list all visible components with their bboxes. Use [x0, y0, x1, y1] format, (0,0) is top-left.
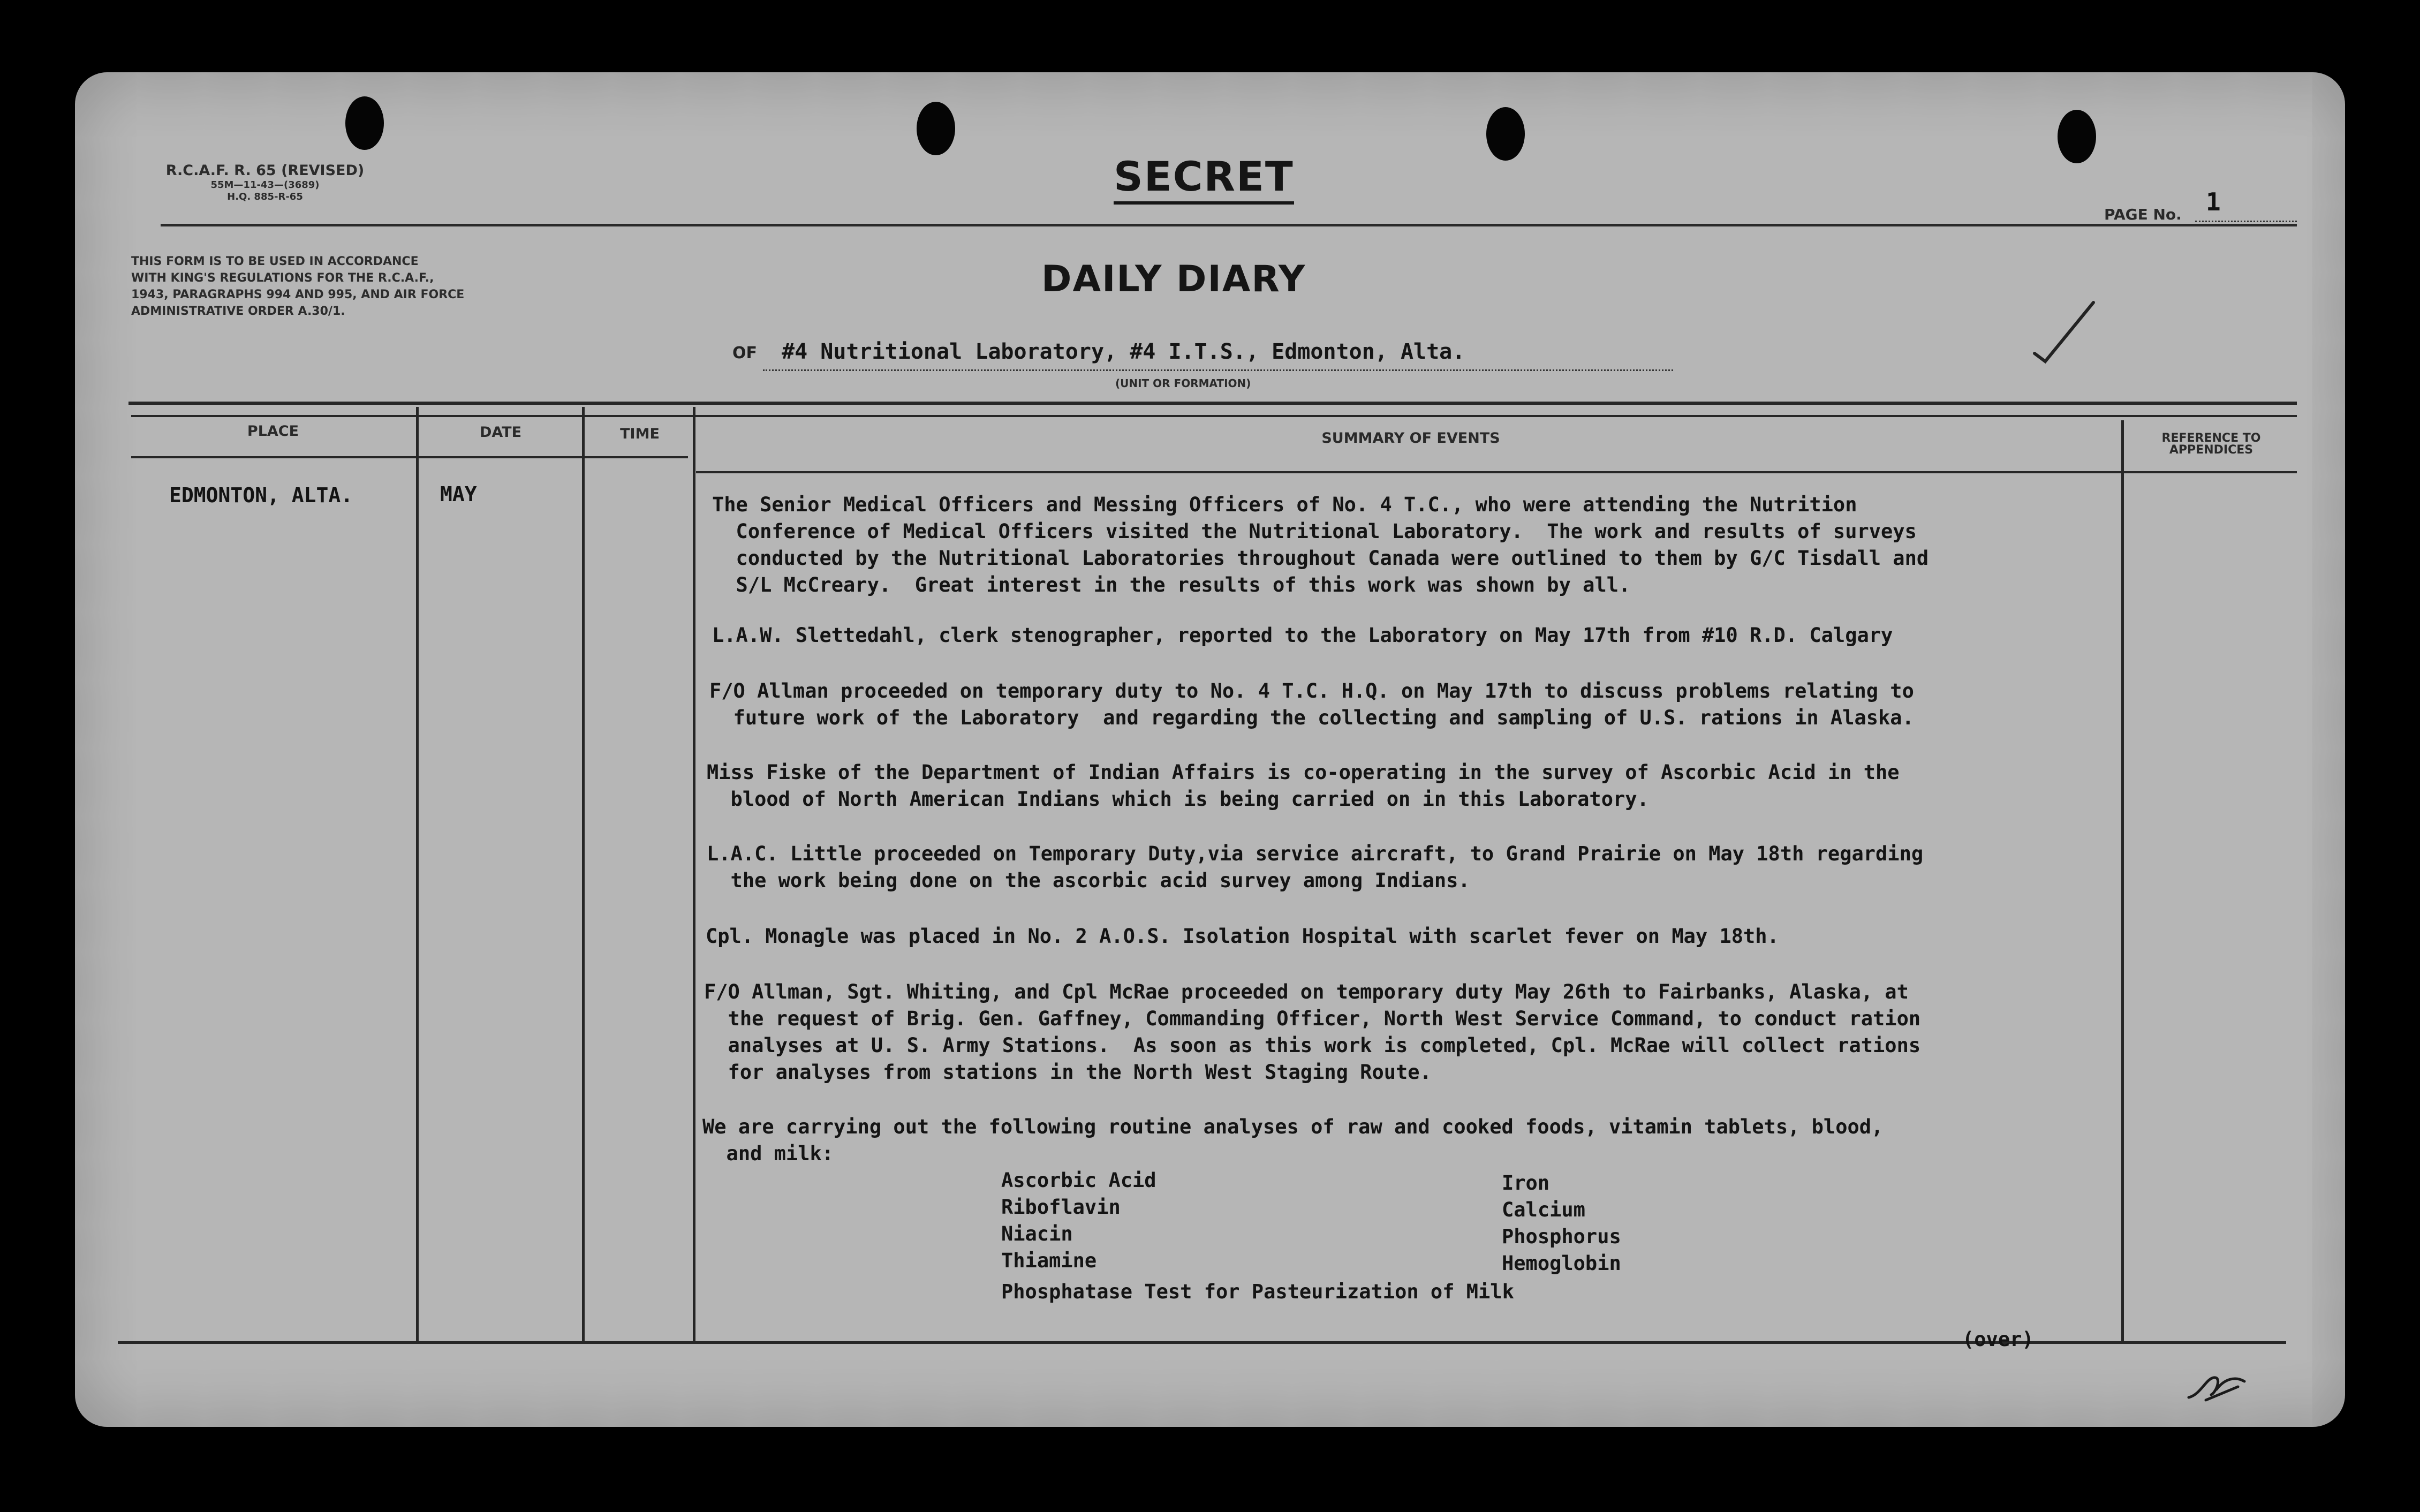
header-divider-summary	[696, 471, 2123, 473]
continued-note: (over)	[1962, 1328, 2034, 1351]
diary-entry: F/O Allman, Sgt. Whiting, and Cpl McRae proceeded on temporary duty May 26th to Fairbanks, Alaska, at the request of Brig. Gen. Gaffney, Commanding Officer, North West Service Command, to conduct ration analyses at U. S. Army Stations. As soon as this work is completed, Cpl. McRae will collect rations for analyses from stations in the North West Staging Route.	[704, 980, 1921, 1084]
table-bottom-rule	[118, 1341, 2286, 1344]
diary-entry: L.A.C. Little proceeded on Temporary Duty,via service aircraft, to Grand Prairie on May 18th regarding the work being done on the ascorbic acid survey among Indians.	[707, 842, 1924, 892]
analyses-list-right	[1502, 1170, 1621, 1277]
analysis-item: Hemoglobin	[1502, 1252, 1621, 1275]
table-top-rule-inner	[131, 415, 2297, 417]
table-top-rule	[128, 402, 2297, 405]
diary-entry: We are carrying out the following routine analyses of raw and cooked foods, vitamin tablets, blood, and milk:	[702, 1115, 1884, 1165]
unit-underline	[763, 369, 1673, 371]
analysis-item: Thiamine	[1001, 1249, 1097, 1272]
diary-entry: Cpl. Monagle was placed in No. 2 A.O.S. Isolation Hospital with scarlet fever on May 18th.	[706, 925, 1779, 948]
analysis-item: Ascorbic Acid	[1001, 1169, 1156, 1192]
column-header-date: DATE	[479, 424, 522, 441]
classification-heading: SECRET	[1114, 153, 1294, 205]
diary-entry: Miss Fiske of the Department of Indian Affairs is co-operating in the survey of Ascorbic Acid in the blood of North American Indians which is being carried on in this Laboratory.	[707, 761, 1900, 811]
punch-hole	[345, 96, 384, 150]
form-code	[145, 162, 385, 203]
handwritten-initials-icon	[2184, 1368, 2249, 1405]
regulation-note-line: ADMINISTRATIVE ORDER A.30/1.	[131, 305, 345, 318]
punch-hole	[917, 102, 955, 155]
analysis-item: Riboflavin	[1001, 1196, 1121, 1219]
diary-entry: The Senior Medical Officers and Messing Officers of No. 4 T.C., who were attending the Nutrition Conference of Medical Officers visited the Nutritional Laboratory. The work and results of surveys conducted by the Nutritional Laboratories throughout Canada were outlined to them by G/C Tisdall and S/L McCreary. Great interest in the results of this work was shown by all.	[712, 493, 1929, 596]
diary-title: DAILY DIARY	[1041, 258, 1306, 300]
header-divider-left	[131, 456, 688, 458]
column-divider-place	[416, 407, 419, 1341]
regulation-note-line: 1943, PARAGRAPHS 994 AND 995, AND AIR FORCE	[131, 288, 465, 301]
page-number: 1	[2206, 187, 2221, 216]
of-label: OF	[732, 344, 757, 362]
diary-entry: F/O Allman proceeded on temporary duty to No. 4 T.C. H.Q. on May 17th to discuss problems relating to future work of the Laboratory and regarding the collecting and sampling of U.S. rations in Alaska.	[709, 679, 1914, 729]
column-header-time: TIME	[620, 426, 660, 442]
form-code-line: 55M—11-43—(3689)	[210, 179, 320, 191]
column-header-summary: SUMMARY OF EVENTS	[1321, 430, 1500, 447]
date-value: MAY	[440, 482, 477, 506]
page-number-label: PAGE No.	[2104, 206, 2182, 223]
analysis-item: Niacin	[1001, 1222, 1073, 1245]
punch-hole	[2058, 110, 2096, 163]
analysis-item: Calcium	[1502, 1198, 1585, 1221]
column-divider-summary	[2121, 420, 2124, 1341]
regulation-note	[131, 253, 538, 320]
unit-name: #4 Nutritional Laboratory, #4 I.T.S., Edmonton, Alta.	[782, 339, 1465, 364]
punch-hole	[1486, 107, 1525, 161]
column-divider-time	[693, 407, 695, 1341]
regulation-note-line: WITH KING'S REGULATIONS FOR THE R.C.A.F.,	[131, 271, 434, 285]
form-code-line: H.Q. 885-R-65	[227, 191, 303, 202]
analysis-item: Phosphorus	[1502, 1225, 1621, 1248]
column-header-place: PLACE	[247, 423, 299, 440]
analyses-footer: Phosphatase Test for Pasteurization of Milk	[1001, 1280, 1514, 1303]
form-code-line: R.C.A.F. R. 65 (REVISED)	[165, 162, 365, 179]
column-divider-date	[582, 407, 585, 1341]
column-header-reference: REFERENCE TO APPENDICES	[2161, 432, 2261, 457]
page-number-line	[2195, 221, 2297, 222]
header-rule	[161, 224, 2297, 226]
regulation-note-line: THIS FORM IS TO BE USED IN ACCORDANCE	[131, 255, 419, 268]
analysis-item: Iron	[1502, 1171, 1550, 1195]
analyses-list-left	[1001, 1167, 1156, 1274]
diary-entry: L.A.W. Slettedahl, clerk stenographer, reported to the Laboratory on May 17th from #10 R.D. Calgary	[712, 624, 1893, 647]
place-value: EDMONTON, ALTA.	[169, 483, 353, 507]
checkmark-icon	[2029, 294, 2099, 364]
header-divider-reference	[2123, 471, 2297, 473]
unit-caption: (UNIT OR FORMATION)	[1115, 377, 1251, 390]
